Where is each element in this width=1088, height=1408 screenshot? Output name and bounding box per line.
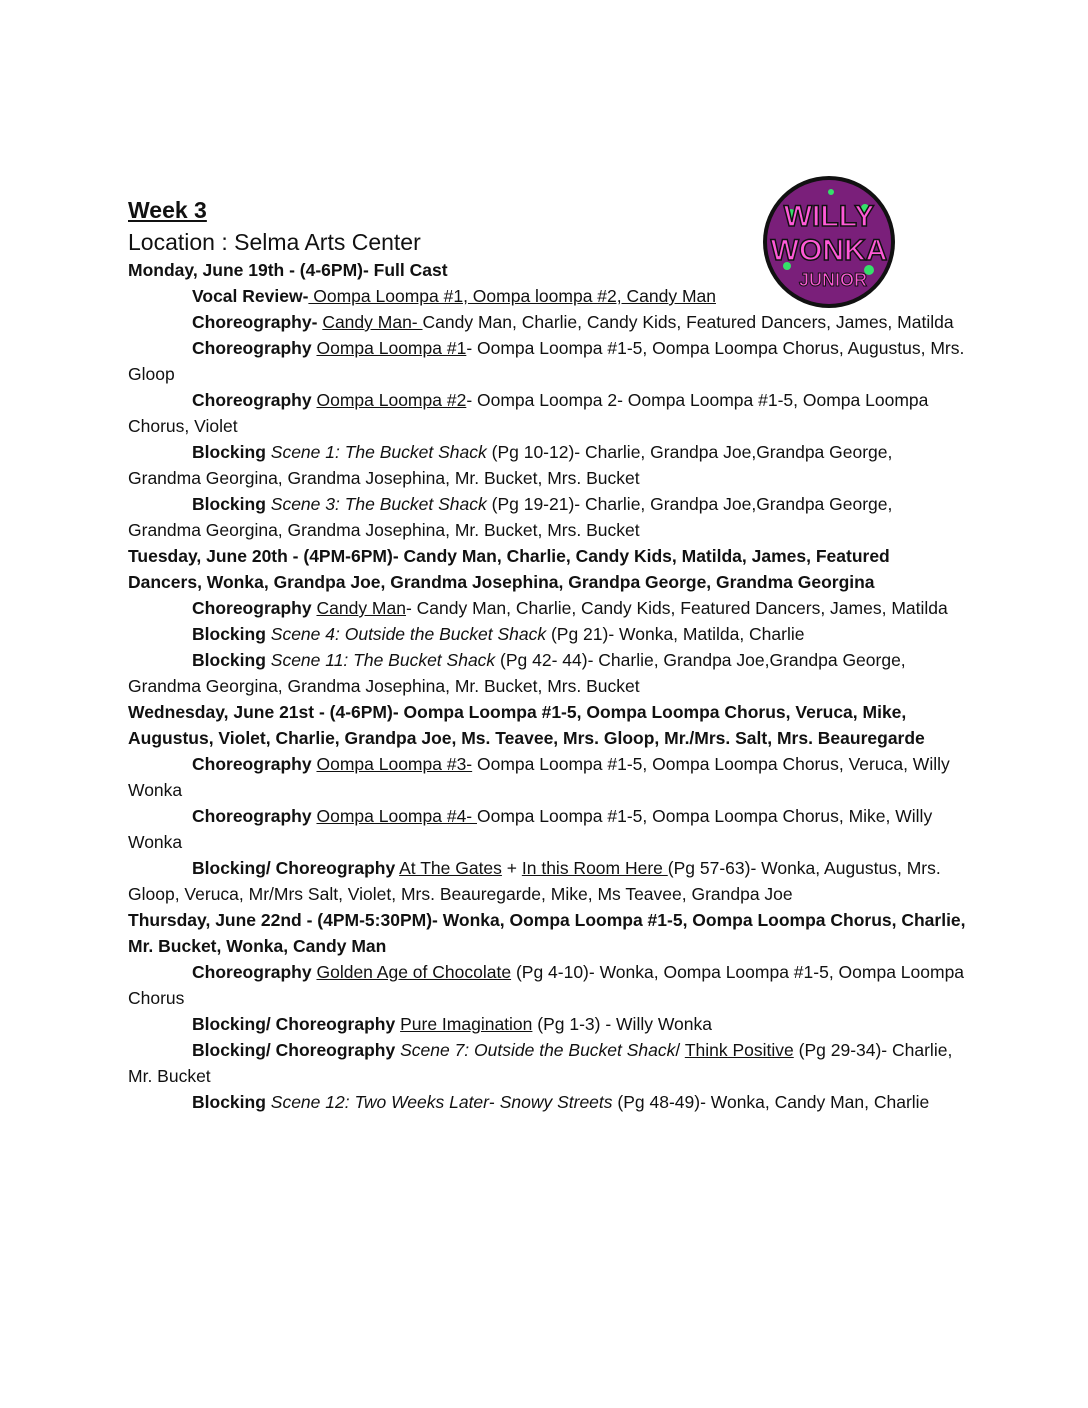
activity-label: Blocking/ Choreography [192,1040,396,1060]
schedule-item [128,751,968,803]
activity-label: Blocking [192,494,266,514]
svg-text:JUNIOR: JUNIOR [798,270,868,290]
item-text: (Pg 57-63)- Wonka, Augustus, Mrs. Gloop, Veruca, Mr/Mrs Salt, Violet, Mrs. Beauregarde, Mike, Ms Teavee, Grandpa Joe [128,858,941,904]
scene-title: Scene 4: Outside the Bucket Shack [270,624,547,644]
svg-text:WONKA: WONKA [770,234,888,267]
activity-label: Blocking [192,624,266,644]
schedule-item [128,595,968,621]
song-title: Think Positive [684,1040,794,1060]
item-text: Oompa Loompa #1-5, Oompa Loompa Chorus, Mike, Willy Wonka [128,806,933,852]
song-title: Oompa Loompa #1, Oompa loompa #2, Candy Man [308,286,716,306]
schedule-item [128,439,968,491]
schedule-item [128,387,968,439]
schedule-item [128,1037,968,1089]
day-heading: Tuesday, June 20th - (4PM-6PM)- Candy Man, Charlie, Candy Kids, Matilda, James, Featured Dancers, Wonka, Grandpa Joe, Grandma Josephina, Grandpa George, Grandma Georgina [128,546,890,592]
item-text: (Pg 19-21)- Charlie, Grandpa Joe,Grandpa George, Grandma Georgina, Grandma Josephina, Mr. Bucket, Mrs. Bucket [128,494,893,540]
svg-text:WILLY: WILLY [783,200,875,233]
item-text: Oompa Loompa #1-5, Oompa Loompa Chorus, Veruca, Willy Wonka [128,754,950,800]
item-text: / [675,1040,685,1060]
activity-label: Choreography [192,390,312,410]
scene-title: Scene 11: The Bucket Shack [270,650,496,670]
item-text: - Oompa Loompa 2- Oompa Loompa #1-5, Oompa Loompa Chorus, Violet [128,390,929,436]
activity-label: Blocking/ Choreography [192,858,396,878]
schedule-item [128,335,968,387]
activity-label: Blocking [192,1092,266,1112]
activity-label: Blocking/ Choreography [192,1014,396,1034]
activity-label: Choreography [192,806,312,826]
activity-label: Choreography [192,962,312,982]
song-title: Candy Man [316,598,406,618]
activity-label: Choreography [192,598,312,618]
activity-label: Choreography [192,338,312,358]
song-title: Oompa Loompa #2 [316,390,467,410]
song-title: Golden Age of Chocolate [316,962,512,982]
song-title: Oompa Loompa #1 [316,338,467,358]
schedule-item [128,491,968,543]
item-text: (Pg 42- 44)- Charlie, Grandpa Joe,Grandpa George, Grandma Georgina, Grandma Josephina, Mr. Bucket, Mrs. Bucket [128,650,906,696]
activity-label: Vocal Review- [192,286,309,306]
song-title: Oompa Loompa #3- [316,754,473,774]
schedule-days [128,257,968,1115]
activity-label: Blocking [192,650,266,670]
item-text: (Pg 48-49)- Wonka, Candy Man, Charlie [612,1092,930,1112]
item-text: Candy Man, Charlie, Candy Kids, Featured Dancers, James, Matilda [422,312,954,332]
scene-title: Scene 7: Outside the Bucket Shack [400,1040,676,1060]
schedule-item [128,1089,968,1115]
item-text: - [489,1092,500,1112]
day-heading: Wednesday, June 21st - (4-6PM)- Oompa Loompa #1-5, Oompa Loompa Chorus, Veruca, Mike, Augustus, Violet, Charlie, Grandpa Joe, Ms. Teavee, Mrs. Gloop, Mr./Mrs. Salt, Mrs. Beauregarde [128,702,925,748]
item-text: (Pg 1-3) - Willy Wonka [532,1014,712,1034]
day-heading: Monday, June 19th - (4-6PM)- Full Cast [128,260,448,280]
schedule-item [128,647,968,699]
day-heading: Thursday, June 22nd - (4PM-5:30PM)- Wonka, Oompa Loompa #1-5, Oompa Loompa Chorus, Charlie, Mr. Bucket, Wonka, Candy Man [128,910,966,956]
schedule-item [128,855,968,907]
week-title: Week 3 [128,197,207,223]
scene-title: Scene 12: Two Weeks Later [270,1092,489,1112]
song-title: Pure Imagination [400,1014,533,1034]
item-text: + [501,858,522,878]
schedule-item [128,959,968,1011]
schedule-item [128,283,968,309]
schedule-item [128,621,968,647]
schedule-item [128,803,968,855]
song-title: In this Room Here [521,858,668,878]
song-title: At The Gates [399,858,502,878]
activity-label: Blocking [192,442,266,462]
schedule-item [128,309,968,335]
activity-label: Choreography- [192,312,318,332]
item-text: - Candy Man, Charlie, Candy Kids, Featured Dancers, James, Matilda [405,598,948,618]
item-text: (Pg 29-34)- Charlie, Mr. Bucket [128,1040,953,1086]
scene-title: Scene 1: The Bucket Shack [270,442,487,462]
song-title: Candy Man- [322,312,423,332]
item-text: (Pg 21)- Wonka, Matilda, Charlie [546,624,805,644]
song-title: Oompa Loompa #4- [316,806,477,826]
schedule-item [128,1011,968,1037]
scene-title: Scene 3: The Bucket Shack [270,494,487,514]
item-text: - Oompa Loompa #1-5, Oompa Loompa Chorus, Augustus, Mrs. Gloop [128,338,965,384]
location-line: Location : Selma Arts Center [128,229,421,255]
schedule-document [128,193,968,1115]
activity-label: Choreography [192,754,312,774]
item-text: (Pg 10-12)- Charlie, Grandpa Joe,Grandpa George, Grandma Georgina, Grandma Josephina, Mr. Bucket, Mrs. Bucket [128,442,893,488]
item-text: (Pg 4-10)- Wonka, Oompa Loompa #1-5, Oompa Loompa Chorus [128,962,965,1008]
scene-title: Snowy Streets [499,1092,613,1112]
